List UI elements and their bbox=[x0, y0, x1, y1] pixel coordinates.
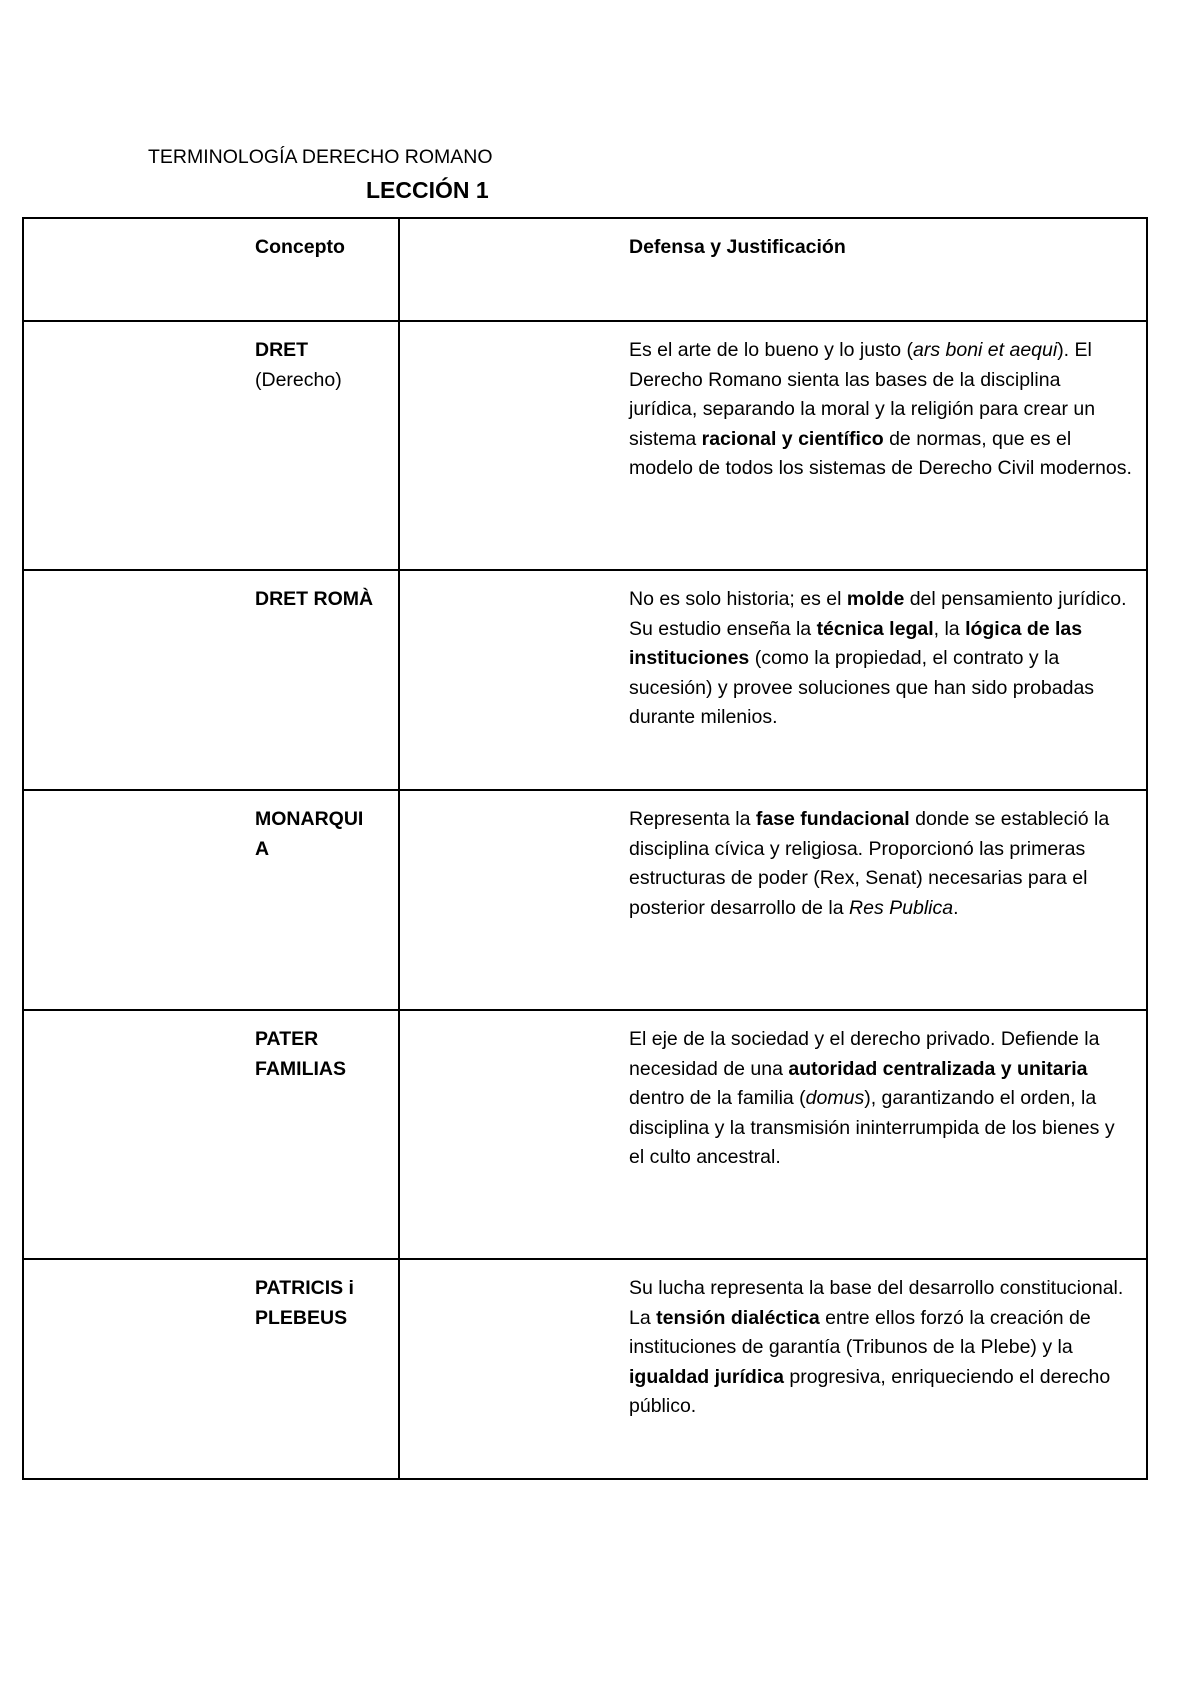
header-defense-label: Defensa y Justificación bbox=[629, 236, 846, 258]
concept-name: PATER FAMILIAS bbox=[255, 1028, 346, 1080]
concept-cell bbox=[23, 1259, 399, 1479]
emphasis-bold: autoridad centralizada y unitaria bbox=[788, 1057, 1088, 1080]
table-row bbox=[23, 321, 1147, 570]
header-cell-defense bbox=[399, 218, 1147, 321]
concept-name: DRET ROMÀ bbox=[255, 588, 374, 610]
lesson-title: LECCIÓN 1 bbox=[366, 177, 489, 203]
defense-cell bbox=[399, 570, 1147, 790]
defense-text: Es el arte de lo bueno y lo justo (ars boni et aequi). El Derecho Romano sienta las bases de la disciplina jurídica, separando la moral y la religión para crear un sistema racional y científico de normas, que es el modelo de todos los sistemas de Derecho Civil modernos. bbox=[629, 339, 1132, 479]
emphasis-bold: fase fundacional bbox=[755, 808, 910, 830]
terms-table bbox=[22, 217, 1148, 1480]
concept-cell bbox=[23, 570, 399, 790]
table-row bbox=[23, 570, 1147, 790]
emphasis-bold: técnica legal bbox=[816, 617, 934, 640]
defense-cell bbox=[399, 1259, 1147, 1479]
concept-cell bbox=[23, 790, 399, 1010]
emphasis-italic: ars boni et aequi bbox=[913, 339, 1058, 361]
concept-cell bbox=[23, 321, 399, 570]
emphasis-bold: molde bbox=[846, 588, 905, 610]
concept-name: MONARQUI A bbox=[255, 808, 364, 860]
defense-text: Representa la fase fundacional donde se estableció la disciplina cívica y religiosa. Proporcionó las primeras estructuras de poder (Rex, Senat) necesarias para el posterior desarrollo de la Res Publica. bbox=[629, 808, 1110, 919]
defense-text: Su lucha representa la base del desarrollo constitucional. La tensión dialéctica entre ellos forzó la creación de instituciones de garantía (Tribunos de la Plebe) y la igualdad jurídica progresiva, enriqueciendo el derecho público. bbox=[629, 1277, 1124, 1417]
document-title: TERMINOLOGÍA DERECHO ROMANO bbox=[148, 146, 493, 168]
emphasis-italic: domus bbox=[805, 1087, 865, 1109]
table-row bbox=[23, 790, 1147, 1010]
defense-cell bbox=[399, 790, 1147, 1010]
defense-cell bbox=[399, 1010, 1147, 1259]
concept-subtitle: (Derecho) bbox=[255, 368, 342, 391]
emphasis-bold: tensión dialéctica bbox=[656, 1306, 820, 1329]
defense-text: El eje de la sociedad y el derecho privado. Defiende la necesidad de una autoridad centralizada y unitaria dentro de la familia (domus), garantizando el orden, la disciplina y la transmisión ininterrumpida de los bienes y el culto ancestral. bbox=[629, 1028, 1115, 1168]
emphasis-bold: racional y científico bbox=[701, 427, 884, 450]
defense-text: No es solo historia; es el molde del pensamiento jurídico. Su estudio enseña la técnica legal, la lógica de las instituciones (como la propiedad, el contrato y la sucesión) y provee soluciones que han sido probadas durante milenios. bbox=[629, 588, 1127, 728]
header-concept-label: Concepto bbox=[255, 236, 345, 258]
table-header-row bbox=[23, 218, 1147, 321]
emphasis-bold: igualdad jurídica bbox=[629, 1365, 784, 1388]
concept-name: DRET bbox=[255, 339, 309, 361]
emphasis-bold: lógica de las instituciones bbox=[629, 617, 1083, 669]
defense-cell bbox=[399, 321, 1147, 570]
table-row bbox=[23, 1010, 1147, 1259]
header-cell-concept bbox=[23, 218, 399, 321]
concept-name: PATRICIS i PLEBEUS bbox=[255, 1277, 354, 1329]
emphasis-italic: Res Publica bbox=[849, 896, 954, 919]
concept-cell bbox=[23, 1010, 399, 1259]
table-row bbox=[23, 1259, 1147, 1479]
